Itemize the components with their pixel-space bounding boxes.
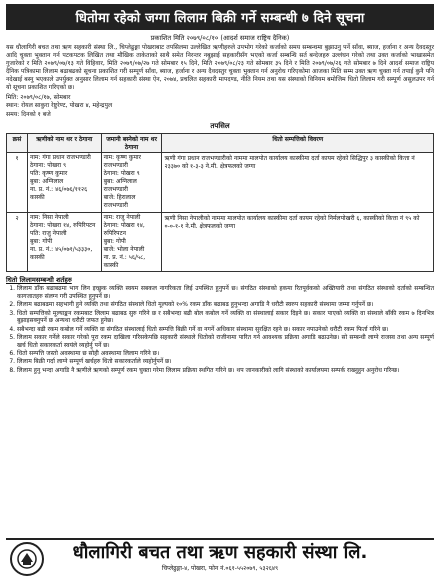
guarantor-address: ठेगाना: पोखरा १४, रुपिरिपटन [103,221,145,237]
guarantor-address: ठेगाना: पोखरा ९ [103,170,140,178]
borrower-name: नाम: निसा नेपाली [30,213,69,221]
borrower-citizenship: ना. प्र. नं.: ४५/०७१/५३३३०, कास्की [30,245,93,261]
row-serial: २ [7,212,28,272]
table-row [7,152,434,212]
term-item: 7. लिलाम बिक्री गर्दा लाग्ने सम्पूर्ण खर्चहरु धितो सकारकर्ताले व्यहोर्नुपर्ने छ। [17,358,434,366]
collateral-cell: ऋणी गंगा प्रधान राजभण्डारीको नाममा मालपोत कार्यालय कास्कीमा दर्ता कायम रहेको सिद्धिपुर ३ कास्कीको कित्ता नं २३३७० को १-३-३ ने.मी. क्षेत्रफलको जग्गा [162,152,434,212]
borrower-spouse: पति: राजु नेपाली [30,229,67,237]
header-serial: क्रसं [7,133,28,152]
borrower-spouse: पति: कृष्ण कुमार [30,170,68,178]
guarantor-grandfather: बाजे: हिरालाल राजभण्डारी [103,194,136,210]
borrower-address: ठेगाना: पोखरा १४, रुपिरिपटन [30,221,96,229]
published-line: प्रकाशित मिति २०७९/०८/१० (आदर्श समाज राष्ट्रिय दैनिक) [150,34,290,42]
cooperative-logo-icon [10,542,44,576]
borrower-cell [28,212,102,272]
term-item: 5. लिलाम सकार गर्नेले सकार गरेको पूरा रकम दाखिला गरिसकेपछि सहकारी संस्थाले धितोको राजीनामा पारित गर्न आवश्यक प्रक्रिया अगाडि बढाउनेछ। सो सम्बन्धी लाग्ने राजस्व तथा अन्य सम्पूर्ण खर्च धितो सकारकर्ता स्वयंले व्यहोर्नु पर्ने छ। [17,334,434,350]
venue-line: स्थान: रोयल साकुरा रेष्टुरेण्ट, पोखरा ४, महेन्द्रपुल [6,102,113,110]
term-item: 2. लिलाम बढाबढमा सहभागी हुने व्यक्ति तथा संगठित संस्थाले धितो मूल्यको १०% रकम डाँक बढाबढ हुनुभन्दा अगाडि नै धरौटी स्वरुप सहकारी संस्थामा जम्मा गर्नुपर्ने छ। [17,301,434,309]
borrower-name: नाम: गंगा प्रधान राजभण्डारी [30,153,91,161]
terms-list [6,285,434,374]
borrower-citizenship: ना. प्र. नं.: ४६/०७६/११२६ कास्की [30,186,88,202]
guarantor-grandfather: बाजे: भोला नेपाली [103,245,145,253]
borrower-father: बुबा: गोपी [30,237,53,245]
notice-title: धितोमा रहेको जग्गा लिलाम बिक्री गर्ने सम्बन्धी ७ दिने सूचना [6,4,434,30]
guarantor-cell [101,152,162,212]
time-line: समय: दिनको १ बजे [6,110,51,118]
guarantor-citizenship: ना. प्र. नं.: ५६/५८, कास्की [103,253,146,270]
terms-title: धितो लिलामसम्बन्धी शर्तहरु [6,276,72,285]
term-item: 3. धितो सम्पत्तिको मूल्याङ्कन रकमबाट लिलाम बढाबढ सुरु गरिने छ र सबैभन्दा बढी बोल कबोल गर्ने व्यक्ति वा संस्थालाई सकार दिइने छ। सकार पाएको व्यक्ति वा संस्थाले बाँकी रकम ७ दिनभित्र बुझाइसक्नुपर्ने छ अन्यथा धरौटी जफत हुनेछ। [17,310,434,326]
date-line: मिति: २०७९/०८/१७, सोमबार [6,94,71,102]
header-collateral: धितो सम्पत्तिको विवरण [162,133,434,152]
row-serial: १ [7,152,28,212]
header-guarantor: जमानी बस्नेको नाम थर ठेगाना [101,133,162,152]
guarantor-father: बुबा: अग्निलाल राजभण्डारी [103,178,137,194]
guarantor-father: बुबा: गोपी [103,237,126,245]
guarantor-name: नाम: राजु नेपाली [103,213,141,221]
borrower-address: ठेगाना: पोखरा ९ [30,161,67,169]
collateral-cell: ऋणी निसा नेपालीको नाममा मालपोत कार्यालय कास्कीमा दर्ता कायम रहेको निर्मलपोखरी ६, कास्कीको कित्ता नं ९५ को ०-०-१-१ ने.मी. क्षेत्रफलको जग्गा [162,212,434,272]
term-item: 4. सबैभन्दा बढी रकम कबोल गर्ने व्यक्ति वा संगठित संस्थालाई धितो सम्पत्ति बिक्री गर्ने वा नगर्ने अधिकार संस्थामा सुरक्षित रहने छ। सकार नपाउनेको धरौटी रकम फिर्ता गरिने छ। [17,326,434,334]
footer [6,538,434,572]
guarantor-name: नाम: कृष्ण कुमार राजभण्डारी [103,153,141,169]
org-name: धौलागिरी बचत तथा ऋण सहकारी संस्था लि. [72,542,368,564]
org-address: चिप्लेढुङ्गा-४, पोखरा, फोन नं.०६१-५५२०७९, ५३२६४९ [161,565,279,572]
schedule-title: तपसिल [210,121,230,130]
term-item: 6. धितो सम्पत्ति जस्तो अवस्थामा छ सोही अवस्थामा लिलाम गरिने छ। [17,350,434,358]
guarantor-cell [101,212,162,272]
term-item: 1. लिलाम डाँक बढाबढमा भाग लिन इच्छुक व्यक्ति स्वयम सबकल नागरिकता लिई उपस्थित हुनुपर्ने छ। संगठित संस्थाको हकमा रितपूर्वकको अख्तियारी तथा संगठित संस्थाको दर्ताको सम्बन्धित कागजातहरु संलग्न गरी उपस्थित हुनुपर्ने छ। [17,285,434,301]
table-row [7,212,434,272]
schedule-table [6,133,434,272]
borrower-cell [28,152,102,212]
borrower-father: बुबा: अग्निलाल [30,178,64,186]
header-borrower: ऋणीको नाम थर र ठेगाना [28,133,102,152]
schedule-header-row [7,133,434,152]
intro-paragraph: यस धौलागिरी बचत तथा ऋण सहकारी संस्था लि., चिप्लेढुङ्गा पोखराबाट तपसिलमा उल्लेखित ऋणीहरुले उपभोग गरेको कर्जाको समय सम्बन्धमा बुझाउनु पर्ने साँवा, ब्याज, हर्जाना र अन्य दैवदस्तुर आदि चुक्ता भुक्तान गर्न पटकपटक लिखित तथा मौखिक ताकेताको साथै समेत निरन्तर नबुझाई सहकारीसँग भएको कर्जा सम्बन्धि सर्त बन्देजहरु उल्लंघन गरेको तथा उक्त कर्जाको भाखासमेत गुजारेको र मिति २०७९/०७/१३ गते विहिवार, मिति २०७९/०७/२७ गते सोमबार १५ दिने, मिति २०७९/०८/२३ गते सोमबार ३५ दिने र मिति २०७९/०७/२६ गते सोमबार ७ दिने आदर्श समाज राष्ट्रिय दैनिक पत्रिकामा लिलाम बढाबढको सूचना प्रकाशित गरी सम्पूर्ण साँवा, ब्याज, हर्जाना र अन्य दैवदस्तुर चुक्ता भुक्तान गर्न अनुरोध गरिएकोमा आजका मिति सम्म उक्त ऋण चुक्ता गर्न तपाई कुनै पनि नदेखाई बस्नु भएकाले उपर्युक्त अनुसार लिलाम गर्न सहकारी संस्था ऐन, २०७४, प्रचलित सहकारी मापदण्ड, नीति नियम तथा यस संस्थाको विनियम बमोजिम धितो लिलाम गरी सम्पूर्ण असुलउपर गर्न यो सूचना प्रकाशित गरिएको छ। [6,44,434,92]
term-item: 8. लिलाम हुनु भन्दा अगाडि नै ऋणीले ऋणको सम्पूर्ण रकम चुक्ता गरेमा लिलाम प्रक्रिया स्थगित गरिने छ। थप जानकारीको लागि संस्थाको कार्यालयमा सम्पर्क राख्नुहुन अनुरोध गरिन्छ। [17,367,434,375]
